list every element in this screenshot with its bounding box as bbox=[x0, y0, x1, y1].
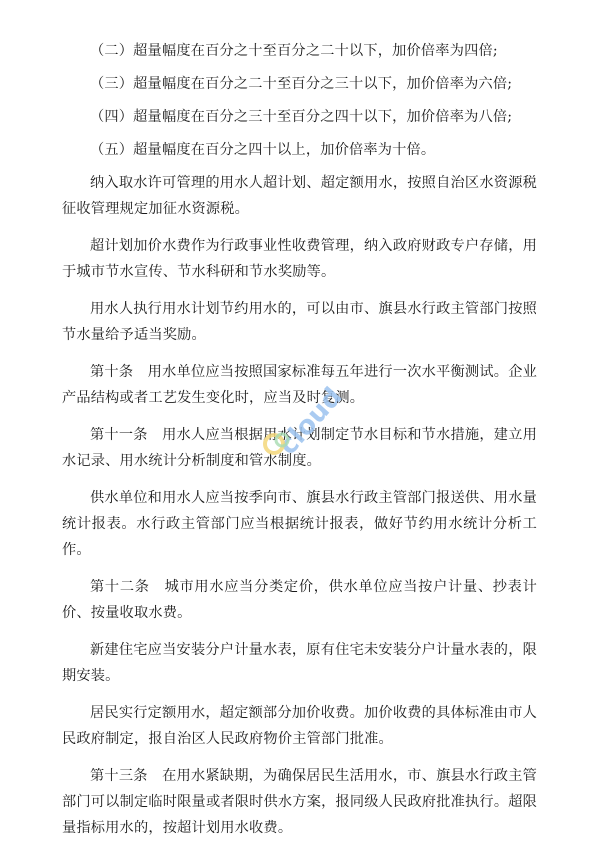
paragraph-water-resource-tax: 纳入取水许可管理的用水人超计划、超定额用水，按照自治区水资源税征收管理规定加征水资源税。 bbox=[62, 175, 537, 217]
paragraph-usage-statistics: 供水单位和用水人应当按季向市、旗县水行政主管部门报送供、用水量统计报表。水行政主管部门应当根据统计报表，做好节约用水统计分析工作。 bbox=[62, 490, 537, 558]
article-11: 第十一条 用水人应当根据用水计划制定节水目标和节水措施，建立用水记录、用水统计分析制度和管水制度。 bbox=[62, 427, 537, 469]
paragraph-surcharge-management: 超计划加价水费作为行政事业性收费管理，纳入政府财政专户存储，用于城市节水宣传、节水科研和节水奖励等。 bbox=[62, 238, 537, 280]
article-13: 第十三条 在用水紧缺期，为确保居民生活用水，市、旗县水行政主管部门可以制定临时限量或者限时供水方案，报同级人民政府批准执行。超限量指标用水的，按超计划用水收费。 bbox=[62, 768, 537, 836]
watermark-text: cloud bbox=[273, 382, 349, 461]
paragraph-meter-installation: 新建住宅应当安装分户计量水表，原有住宅未安装分户计量水表的，限期安装。 bbox=[62, 642, 537, 684]
article-10: 第十条 用水单位应当按照国家标准每五年进行一次水平衡测试。企业产品结构或者工艺发生变化时，应当及时复测。 bbox=[62, 364, 537, 406]
paragraph-conservation-reward: 用水人执行用水计划节约用水的，可以由市、旗县水行政主管部门按照节水量给予适当奖励。 bbox=[62, 301, 537, 343]
paragraph-quota-pricing: 居民实行定额用水，超定额部分加价收费。加价收费的具体标准由市人民政府制定，报自治区人民政府物价主管部门批准。 bbox=[62, 705, 537, 747]
clause-item-5: （五）超量幅度在百分之四十以上，加价倍率为十倍。 bbox=[90, 142, 436, 158]
article-12: 第十二条 城市用水应当分类定价，供水单位应当按户计量、抄表计价、按量收取水费。 bbox=[62, 579, 537, 621]
clause-item-2: （二）超量幅度在百分之十至百分之二十以下，加价倍率为四倍; bbox=[90, 43, 498, 59]
clause-item-4: （四）超量幅度在百分之三十至百分之四十以下，加价倍率为八倍; bbox=[90, 109, 513, 125]
clause-item-3: （三）超量幅度在百分之二十至百分之三十以下，加价倍率为六倍; bbox=[90, 76, 513, 92]
